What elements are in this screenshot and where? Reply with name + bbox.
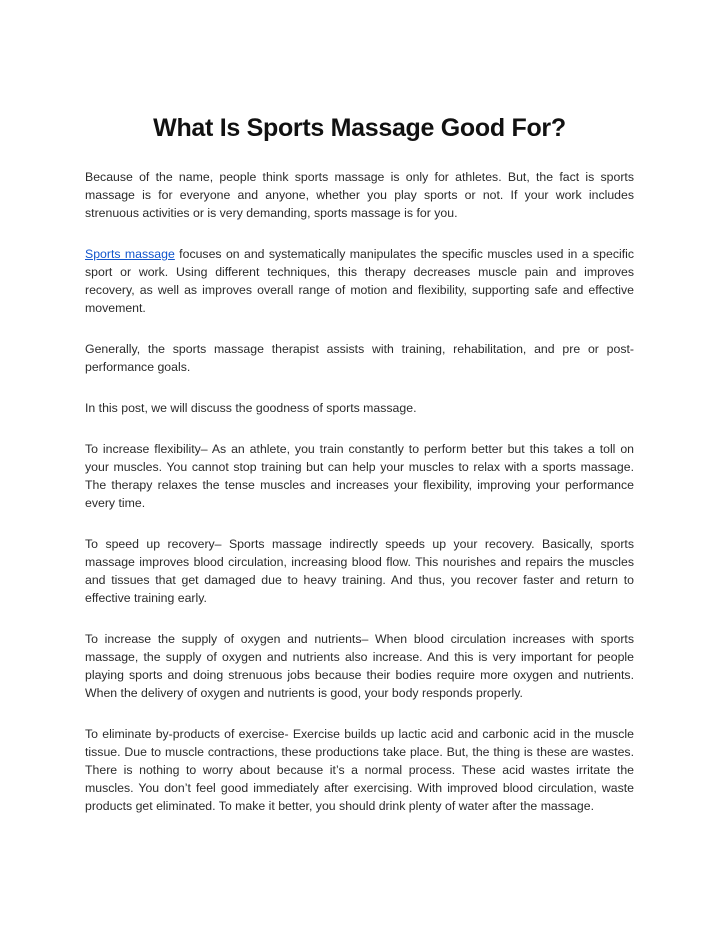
flexibility-paragraph: To increase flexibility– As an athlete, you train constantly to perform better but this takes a toll on your muscles. You cannot stop training but can help your muscles to relax with a sports massage. The therapy relaxes the tense muscles and increases your flexibility, improving your performance every time.: [85, 442, 634, 510]
oxygen-nutrients-paragraph: To increase the supply of oxygen and nutrients– When blood circulation increases with sports massage, the supply of oxygen and nutrients also increase. And this is very important for people playing sports and doing strenuous jobs because their bodies require more oxygen and nutrients. When the delivery of oxygen and nutrients is good, your body responds properly.: [85, 632, 634, 700]
post-intro-paragraph: In this post, we will discuss the goodness of sports massage.: [85, 401, 417, 415]
document-page: [85, 110, 634, 838]
intro-paragraph: Because of the name, people think sports massage is only for athletes. But, the fact is sports massage is for everyone and anyone, whether you play sports or not. If your work includes strenuous activities or is very demanding, sports massage is for you.: [85, 170, 634, 220]
sports-massage-paragraph: [85, 245, 634, 317]
sports-massage-link[interactable]: Sports massage: [85, 247, 175, 261]
page-title: What Is Sports Massage Good For?: [153, 114, 566, 142]
goals-paragraph: Generally, the sports massage therapist assists with training, rehabilitation, and pre or post-performance goals.: [85, 342, 634, 374]
recovery-paragraph: To speed up recovery– Sports massage indirectly speeds up your recovery. Basically, sports massage improves blood circulation, increasing blood flow. This nourishes and repairs the muscles and tissues that get damaged due to heavy training. And thus, you recover faster and return to effective training early.: [85, 537, 634, 605]
sports-massage-paragraph-text: focuses on and systematically manipulates the specific muscles used in a specific sport or work. Using different techniques, this therapy decreases muscle pain and improves recovery, as well as improves overall range of motion and flexibility, supporting safe and effective movement.: [85, 247, 634, 315]
by-products-paragraph: To eliminate by-products of exercise- Exercise builds up lactic acid and carbonic acid in the muscle tissue. Due to muscle contractions, these productions take place. But, the thing is these are wastes. There is nothing to worry about because it’s a normal process. These acid wastes irritate the muscles. You don’t feel good immediately after exercising. With improved blood circulation, waste products get eliminated. To make it better, you should drink plenty of water after the massage.: [85, 727, 634, 813]
